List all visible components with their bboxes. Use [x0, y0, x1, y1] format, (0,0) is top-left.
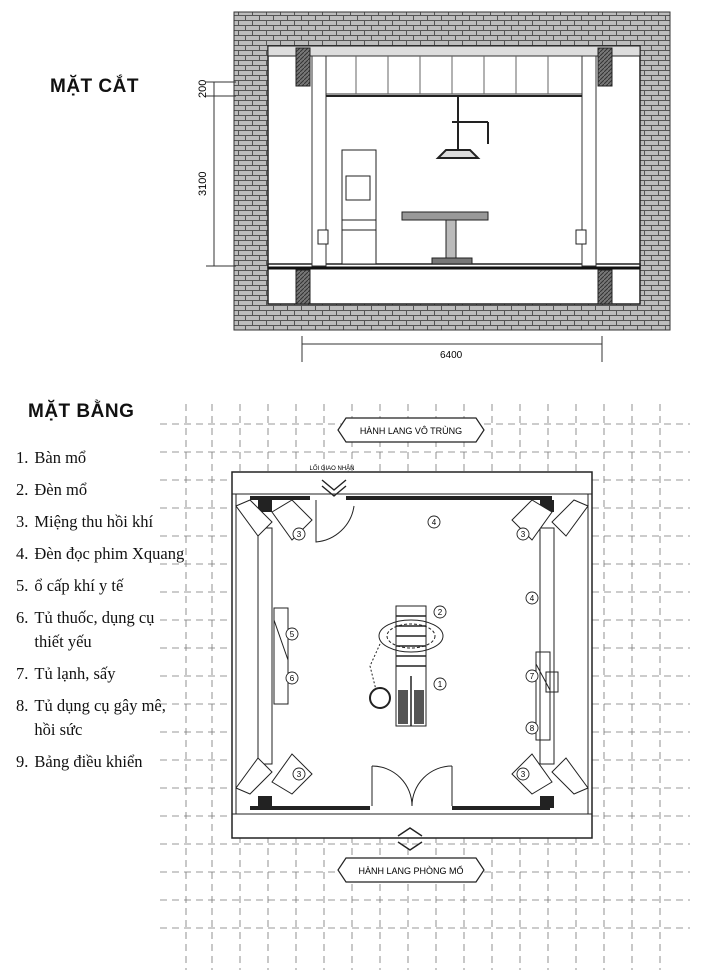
marker-3-tl: 3 [296, 530, 302, 539]
legend-text: Bảng điều khiển [34, 752, 143, 771]
legend-item [16, 750, 186, 774]
legend-text: Đèn đọc phim Xquang [34, 544, 185, 563]
marker-3-br: 3 [520, 770, 526, 779]
corridor-top-label: HÀNH LANG VÔ TRÙNG [359, 426, 463, 436]
legend-item [16, 574, 186, 598]
anesthesia-device [370, 688, 390, 708]
marker-1: 1 [437, 680, 443, 689]
legend-num: 7. [16, 664, 29, 683]
plan-title: MẶT BẰNG [28, 401, 135, 422]
marker-5: 5 [289, 630, 295, 639]
legend-item [16, 446, 186, 470]
legend-item [16, 542, 186, 566]
legend-num: 3. [16, 512, 29, 531]
legend-num: 9. [16, 752, 29, 771]
section-title: MẶT CẮT [50, 76, 139, 97]
marker-3-bl: 3 [296, 770, 302, 779]
legend-text: Tủ lạnh, sấy [34, 664, 116, 683]
marker-2: 2 [437, 608, 443, 617]
legend-item [16, 694, 186, 742]
legend-num: 8. [16, 696, 29, 715]
marker-8: 8 [529, 724, 535, 733]
marker-4-top: 4 [431, 518, 437, 527]
small-top-label: LỐI GIAO NHẬN [309, 466, 355, 472]
legend-num: 6. [16, 608, 29, 627]
legend-text: Bàn mổ [34, 448, 87, 467]
legend-item [16, 510, 186, 534]
legend-item [16, 662, 186, 686]
dim-height-label: 3100 [197, 171, 209, 196]
legend-item [16, 478, 186, 502]
legend-num: 2. [16, 480, 29, 499]
marker-3-tr: 3 [520, 530, 526, 539]
legend-text: Miệng thu hồi khí [34, 512, 154, 531]
marker-4-right: 4 [529, 594, 535, 603]
marker-7: 7 [529, 672, 535, 681]
legend-text: Tủ thuốc, dụng cụ thiết yếu [34, 608, 155, 651]
dim-width-label: 6400 [440, 350, 463, 361]
legend-text: ổ cấp khí y tế [34, 576, 124, 595]
legend-text: Tủ dụng cụ gây mê, hồi sức [34, 696, 166, 739]
legend-num: 4. [16, 544, 29, 563]
legend-list [16, 446, 186, 782]
legend-text: Đèn mổ [34, 480, 88, 499]
marker-6: 6 [289, 674, 295, 683]
legend-num: 1. [16, 448, 29, 467]
legend-num: 5. [16, 576, 29, 595]
legend-item [16, 606, 186, 654]
corridor-bottom-label: HÀNH LANG PHÒNG MỔ [358, 866, 464, 876]
dim-top-label: 200 [197, 79, 209, 98]
